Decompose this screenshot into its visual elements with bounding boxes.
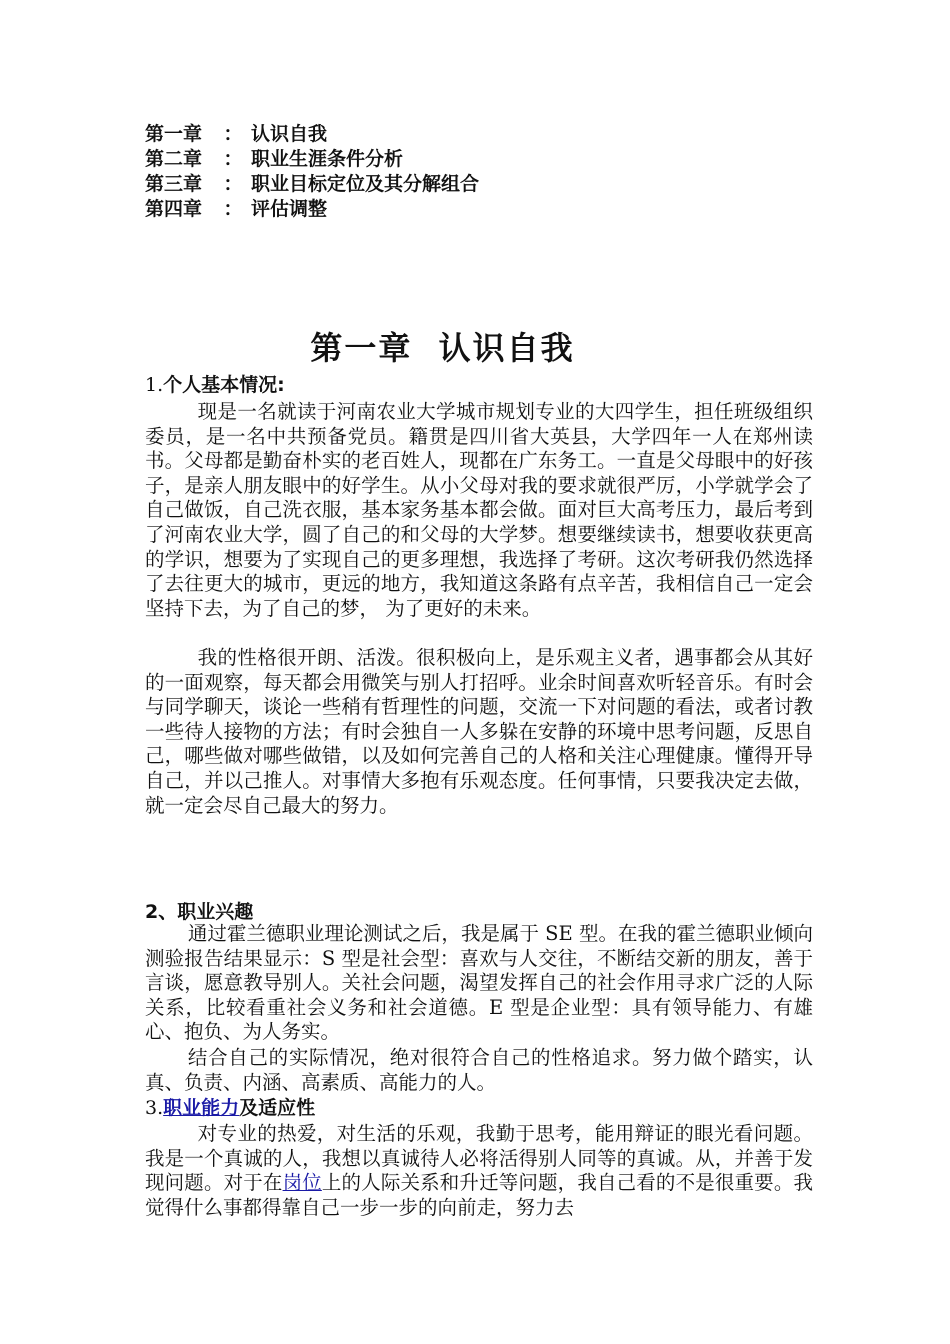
toc-chapter-title: 职业目标定位及其分解组合 bbox=[251, 173, 480, 195]
paragraph: 结合自己的实际情况，绝对很符合自己的性格追求。努力做个踏实，认真、负责、内涵、高素质、高能力的人。 bbox=[145, 1046, 813, 1094]
paragraph: 现是一名就读于河南农业大学城市规划专业的大四学生，担任班级组织委员，是一名中共预备党员。籍贯是四川省大英县，大学四年一人在郑州读书。父母都是勤奋朴实的老百姓人，现都在广东务工。一直是父母眼中的好孩子，是亲人朋友眼中的好学生。从小父母对我的要求就很严厉，小学就学会了自己做饭，自己洗衣服，基本家务基本都会做。面对巨大高考压力，最后考到了河南农业大学，圆了自己的和父母的大学梦。想要继续读书，想要收获更高的学识，想要为了实现自己的更多理想，我选择了考研。这次考研我仍然选择了去往更大的城市，更远的地方，我知道这条路有点辛苦，我相信自己一定会坚持下去，为了自己的梦， 为了更好的未来。 bbox=[145, 400, 813, 620]
toc-separator: ： bbox=[223, 198, 243, 220]
toc-separator: ： bbox=[223, 148, 243, 170]
paragraph-text: 对专业的热爱，对生活的乐观，我勤于思考，能用辩证的眼光看问题。我是一个真诚的人，我想以真诚待人必将活得别人同等的真诚。从，并善于发现问题。对于在 bbox=[145, 1122, 813, 1195]
section-heading: 2、职业兴趣 bbox=[145, 901, 254, 923]
section-number: 1. bbox=[145, 374, 164, 396]
section-number: 3. bbox=[145, 1097, 164, 1119]
paragraph-text: 上的人际关系和升迁等问题，我自己看的不是很重要。我觉得什么事都得靠自己一步一步的向前走，努力去 bbox=[145, 1171, 813, 1219]
chapter-title: 第一章 认识自我 bbox=[310, 329, 575, 367]
toc-item bbox=[145, 197, 479, 222]
toc-chapter-title: 评估调整 bbox=[251, 198, 328, 220]
toc-chapter-number: 第二章 bbox=[145, 148, 203, 170]
toc-chapter-title: 认识自我 bbox=[251, 123, 328, 145]
toc-separator: ： bbox=[223, 123, 243, 145]
toc-chapter-number: 第四章 bbox=[145, 198, 203, 220]
toc-item bbox=[145, 172, 479, 197]
paragraph: 通过霍兰德职业理论测试之后，我是属于 SE 型。在我的霍兰德职业倾向测验报告结果显示：S 型是社会型：喜欢与人交往，不断结交新的朋友，善于言谈，愿意教导别人。关社会问题，渴望发挥自己的社会作用寻求广泛的人际关系，比较看重社会义务和社会道德。E 型是企业型：具有领导能力、有雄心、抱负、为人务实。 bbox=[145, 922, 813, 1044]
position-link[interactable]: 岗位 bbox=[282, 1171, 322, 1195]
section-heading bbox=[145, 373, 285, 397]
toc-chapter-number: 第三章 bbox=[145, 173, 203, 195]
section-title: 个人基本情况: bbox=[163, 374, 285, 396]
section-heading bbox=[145, 1096, 315, 1120]
toc-separator: ： bbox=[223, 173, 243, 195]
toc-item bbox=[145, 147, 479, 172]
table-of-contents bbox=[145, 122, 479, 222]
paragraph: 我的性格很开朗、活泼。很积极向上，是乐观主义者，遇事都会从其好的一面观察，每天都会用微笑与别人打招呼。业余时间喜欢听轻音乐。有时会与同学聊天，谈论一些稍有哲理性的问题，交流一下对问题的看法，或者讨教一些待人接物的方法；有时会独自一人多躲在安静的环境中思考问题，反思自己，哪些做对哪些做错，以及如何完善自己的人格和关注心理健康。懂得开导自己，并以己推人。对事情大多抱有乐观态度。任何事情，只要我决定去做，就一定会尽自己最大的努力。 bbox=[145, 646, 813, 817]
section-title: 及适应性 bbox=[239, 1097, 316, 1119]
toc-chapter-number: 第一章 bbox=[145, 123, 203, 145]
career-ability-link[interactable]: 职业能力 bbox=[163, 1097, 240, 1119]
toc-chapter-title: 职业生涯条件分析 bbox=[251, 148, 404, 170]
paragraph bbox=[145, 1122, 813, 1220]
toc-item bbox=[145, 122, 479, 147]
